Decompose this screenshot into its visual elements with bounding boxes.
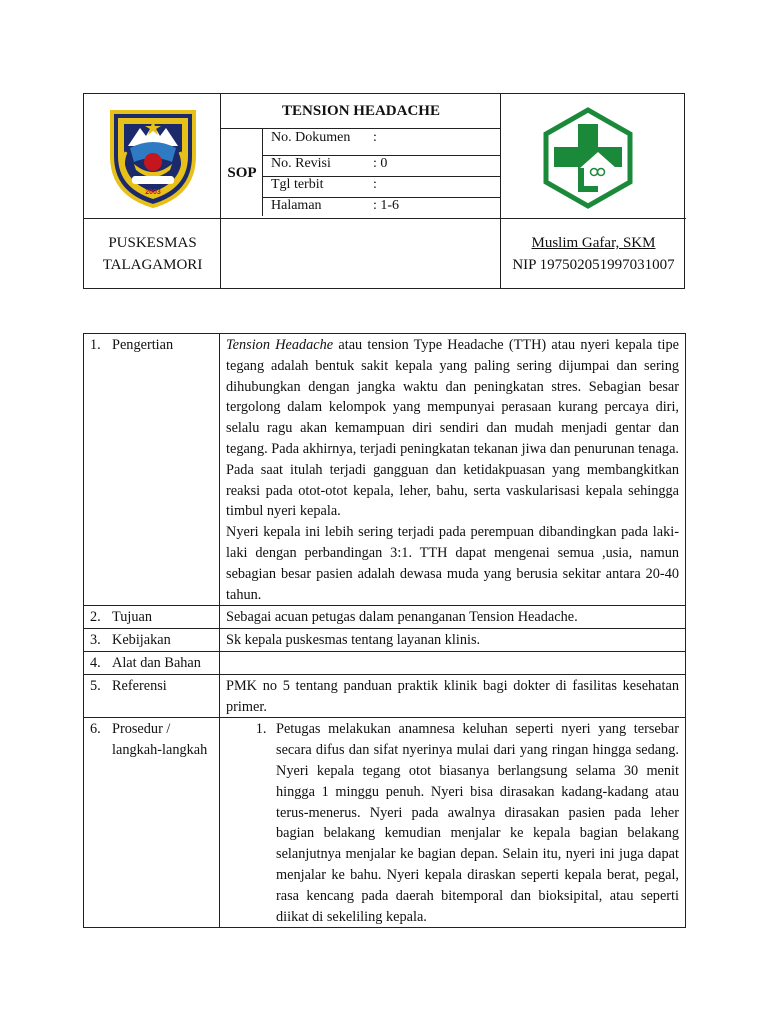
signatory-nip: NIP 197502051997031007 bbox=[512, 257, 675, 273]
meta-row-document-number: No. Dokumen : bbox=[271, 130, 377, 145]
row-label: 4. Alat dan Bahan bbox=[84, 651, 220, 674]
row-label: 6. Prosedur / langkah-langkah bbox=[84, 718, 220, 928]
puskesmas-logo-icon bbox=[540, 106, 636, 210]
document-title: TENSION HEADACHE bbox=[282, 103, 440, 119]
definition-paragraph: Tension Headache atau tension Type Headache (TTH) atau nyeri kepala tipe tegang adalah bentuk sakit kepala yang paling sering dijumpai dan sering dihubungkan dengan jangka waktu dan peningkatan stres. Sebagian besar tergolong dalam kelompok yang mempunyai perasaan kurang percaya diri, selalu ragu akan kemampuan diri sendiri dan mudah menjadi gentar dan tegang. Pada akhirnya, terjadi peningkatan tekanan jiwa dan penurunan tenaga. Pada saat itulah terjadi gangguan dan ketidakpuasan yang membangkitkan reaksi pada otot-otot kepala, leher, bahu, serta vaskularisasi kepala sehingga timbul nyeri kepala. bbox=[226, 337, 679, 520]
list-item: 1. Petugas melakukan anamnesa keluhan seperti nyeri yang tersebar secara difus dan sifat nyerinya mulai dari yang ringan hingga sedang. Nyeri kepala tegang otot biasanya berlangsung selama 30 menit hingga 1 minggu penuh. Nyeri bisa dirasakan kadang-kadang atau terus-menerus. Nyeri pada awalnya dirasakan pasien pada leher bagian belakang kemudian menjalar ke kepala bagian belakang selanjutnya menjalar ke bagian depan. Selain itu, nyeri ini juga dapat menjalar ke bahu. Nyeri kepala diraskan seperti kepala berat, pegal, rasa kencang pada daerah bitemporal dan bioksipital, atau seperti diikat di sekeliling kepala. bbox=[270, 719, 679, 927]
sop-label: SOP bbox=[227, 165, 257, 181]
tools-cell bbox=[220, 651, 686, 674]
row-label: 3. Kebijakan bbox=[84, 629, 220, 652]
table-row bbox=[84, 674, 686, 718]
row-label: 5. Referensi bbox=[84, 674, 220, 718]
procedure-steps bbox=[226, 719, 679, 927]
table-row bbox=[84, 651, 686, 674]
sop-header bbox=[83, 93, 685, 289]
table-row bbox=[84, 718, 686, 928]
definition-cell bbox=[220, 334, 686, 606]
row-label: 1. Pengertian bbox=[84, 334, 220, 606]
table-row bbox=[84, 629, 686, 652]
reference-cell: PMK no 5 tentang panduan praktik klinik bagi dokter di fasilitas kesehatan primer. bbox=[220, 674, 686, 718]
definition-paragraph: Nyeri kepala ini lebih sering terjadi pada perempuan dibandingkan pada laki-laki dengan perbandingan 3:1. TTH dapat mengenai semua ,usia, namun sebagian besar pasien adalah dewasa muda yang berusia sekitar antara 20-40 tahun. bbox=[226, 524, 679, 603]
svg-text:2003: 2003 bbox=[145, 189, 161, 196]
table-row bbox=[84, 606, 686, 629]
purpose-cell: Sebagai acuan petugas dalam penanganan Tension Headache. bbox=[220, 606, 686, 629]
row-label: 2. Tujuan bbox=[84, 606, 220, 629]
signatory-block bbox=[501, 218, 686, 290]
meta-row-issue-date: Tgl terbit : bbox=[271, 177, 377, 192]
procedure-cell bbox=[220, 718, 686, 928]
meta-row-page: Halaman : 1-6 bbox=[271, 198, 400, 213]
sop-content-table bbox=[83, 333, 686, 928]
organization-name: PUSKESMAS TALAGAMORI bbox=[102, 235, 203, 273]
meta-row-revision: No. Revisi : 0 bbox=[271, 156, 388, 171]
signatory-name: Muslim Gafar, SKM bbox=[531, 235, 656, 251]
policy-cell: Sk kepala puskesmas tentang layanan klinis. bbox=[220, 629, 686, 652]
regency-emblem-icon bbox=[106, 106, 200, 210]
table-row bbox=[84, 334, 686, 606]
